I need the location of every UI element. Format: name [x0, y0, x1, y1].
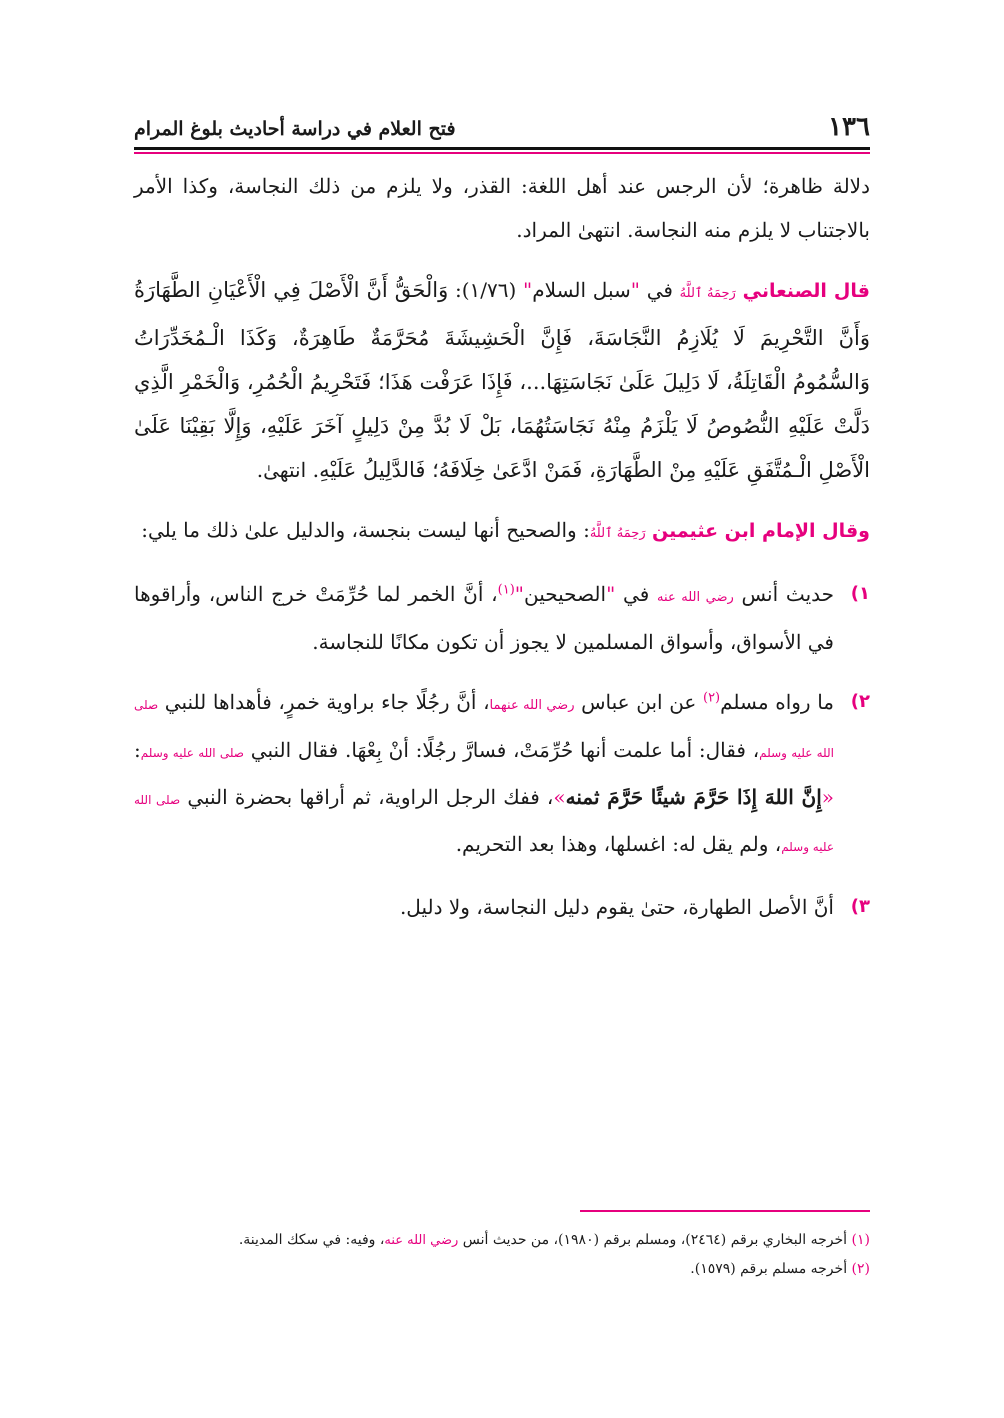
page-header	[134, 110, 870, 158]
footnote-text: أخرجه البخاري برقم (٢٤٦٤)، ومسلم برقم (١٩٨٠)، من حديث أنس	[458, 1232, 852, 1248]
honorific-rahimahullah: رَحِمَهُ ٱللَّهُ	[679, 286, 736, 301]
item-text: ، ففك الرجل الراوية، ثم أراقها بحضرة النبي	[180, 785, 554, 809]
item-text: ما رواه مسلم	[720, 690, 835, 714]
honorific-rahimahullah: رَحِمَهُ ٱللَّهُ	[589, 526, 646, 541]
footnote-separator	[580, 1210, 870, 1212]
footnote-marker: (١)	[851, 1232, 870, 1248]
source-reference: (١/٧٦):	[448, 278, 524, 302]
item-text: :	[134, 738, 141, 762]
footnote-text: ، وفيه: في سكك المدينة.	[238, 1232, 385, 1248]
quote-mark-close: "	[523, 278, 533, 302]
item-text: ، أنَّ الخمر لما حُرِّمَتْ خرج الناس، وأراقوها في الأسواق، وأسواق المسلمين لا يجوز أن تكون مكانًا للنجاسة.	[134, 582, 834, 654]
item-number: ٢)	[850, 691, 870, 712]
footnotes	[134, 1226, 870, 1283]
hadith-quote: إِنَّ اللهَ إِذَا حَرَّمَ شيئًا حَرَّمَ ثمنه	[565, 785, 822, 809]
quote-mark-open: "	[606, 582, 616, 606]
item-text: حديث أنس	[733, 582, 834, 606]
uthaymin-text: : والصحيح أنها ليست بنجسة، والدليل علىٰ ذلك ما يلي:	[141, 518, 590, 542]
page-number: ١٣٦	[828, 112, 870, 142]
paragraph-uthaymin	[134, 508, 870, 556]
paragraph-sanani-quote	[134, 268, 870, 492]
item-text: عن ابن عباس	[574, 690, 703, 714]
salawat-mark: صلى الله عليه وسلم	[134, 698, 835, 760]
quote-mark-close: "	[514, 582, 524, 606]
source-title: الصحيحين	[523, 582, 607, 606]
list-item-3	[134, 885, 870, 929]
honorific-radiallahuanhu: رضي الله عنه	[657, 590, 734, 605]
hadith-quote-close: »	[553, 785, 566, 809]
honorific-radiallahuanhuma: رضي الله عنهما	[489, 698, 575, 713]
item-text: ، فقال: أما علمت أنها حُرِّمَتْ، فسارَّ رجُلًا: أنْ بِعْهَا. فقال النبي	[244, 738, 760, 762]
item-text: ، أنَّ رجُلًا جاء براوية خمرٍ، فأهداها للنبي	[158, 690, 490, 714]
hadith-quote-open: «	[821, 785, 835, 809]
footnote-marker: (٢)	[851, 1261, 870, 1277]
footnote-ref-1[interactable]: (١)	[497, 582, 515, 598]
item-number: ١)	[850, 583, 870, 604]
salawat-mark: صلى الله عليه وسلم	[134, 793, 834, 854]
speaker-uthaymin: وقال الإمام ابن عثيمين	[651, 520, 870, 542]
speaker-sanani: قال الصنعاني	[742, 280, 870, 302]
source-title: سبل السلام	[532, 278, 631, 302]
footnote-ref-2[interactable]: (٢)	[702, 690, 721, 706]
sanani-quote: وَالْحَقُّ أَنَّ الْأَصْلَ فِي الْأَعْيَانِ الطَّهَارَةُ وَأَنَّ التَّحْرِيمَ لَا يُلَازِمُ النَّجَاسَةَ، فَإِنَّ الْحَشِيشَةَ مُحَرَّمَةٌ طَاهِرَةٌ، وَكَذَا الْـمُخَدِّرَاتُ وَالسُّمُومُ الْقَاتِلَةُ، لَا دَلِيلَ عَلَىٰ نَجَاسَتِهَا...، فَإِذَا عَرَفْت هَذَا؛ فَتَحْرِيمُ الْحُمُرِ، وَالْخَمْرِ الَّذِي دَلَّتْ عَلَيْهِ النُّصُوصُ لَا يَلْزَمُ مِنْهُ نَجَاسَتُهُمَا، بَلْ لَا بُدَّ مِنْ دَلِيلٍ آخَرَ عَلَيْهِ، وَإِلَّا بَقِيْنَا عَلَىٰ الْأَصْلِ الْـمُتَّفَقِ عَلَيْهِ مِنْ الطَّهَارَةِ، فَمَنْ ادَّعَىٰ خِلَافَهُ؛ فَالدَّلِيلُ عَلَيْهِ.	[134, 278, 870, 482]
list-item-1	[134, 572, 870, 664]
footnote-1	[134, 1226, 870, 1255]
item-text: في	[615, 582, 658, 606]
quote-mark-open: "	[630, 278, 640, 302]
header-rule	[134, 147, 870, 150]
item-text: ، ولم يقل له: اغسلها، وهذا بعد التحريم.	[455, 832, 782, 856]
paragraph-1: دلالة ظاهرة؛ لأن الرجس عند أهل اللغة: القذر، ولا يلزم من ذلك النجاسة، وكذا الأمر بالاجتناب لا يلزم منه النجاسة. انتهىٰ المراد.	[134, 174, 870, 242]
item-text: أنَّ الأصل الطهارة، حتىٰ يقوم دليل النجاسة، ولا دليل.	[399, 895, 834, 919]
header-accent-rule	[134, 152, 870, 154]
main-text	[134, 164, 870, 945]
quote-end: انتهىٰ.	[256, 458, 313, 482]
list-item-2	[134, 680, 870, 869]
item-number: ٣)	[850, 896, 870, 917]
honorific-radiallahuanhu: رضي الله عنه	[384, 1233, 459, 1248]
footnote-2	[134, 1255, 870, 1283]
book-title: فتح العلام في دراسة أحاديث بلوغ المرام	[134, 118, 456, 140]
footnote-text: أخرجه مسلم برقم (١٥٧٩).	[690, 1261, 852, 1277]
salawat-mark: صلى الله عليه وسلم	[140, 746, 244, 760]
intro-text: في	[639, 278, 680, 302]
